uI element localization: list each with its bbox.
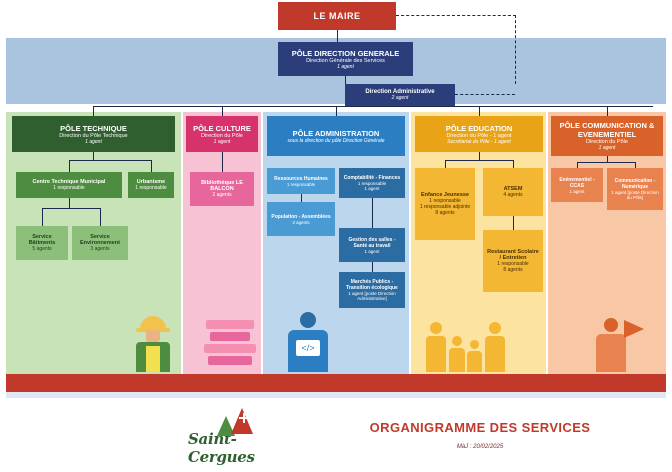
connector-atsem: [513, 160, 514, 168]
connector-dashed-to-dadm: [455, 94, 515, 95]
restaurant-staff2: 8 agents: [503, 267, 523, 273]
ccas-title: Evénementiel - CCAS: [559, 176, 595, 189]
pole-technique-title: PÔLE TECHNIQUE: [60, 123, 127, 133]
code-brackets-icon: </>: [296, 340, 320, 356]
book-icon: [204, 344, 256, 353]
comptabilite-title: Comptabilité - Finances: [343, 175, 401, 181]
pole-culture-title: PÔLE CULTURE: [193, 123, 251, 133]
box-service-environnement[interactable]: [72, 226, 128, 260]
gestion-salles-title: Gestion des salles - Santé au travail: [348, 236, 396, 249]
family-child-body-icon: [449, 348, 465, 372]
connector-horizontal-bus: [93, 106, 653, 107]
connector-to-pole-administration: [336, 106, 337, 116]
connector-to-pole-communication: [607, 106, 608, 116]
population-title: Population - Assemblées: [271, 213, 331, 220]
box-restaurant-scolaire-entretien[interactable]: [483, 230, 543, 292]
box-pole-direction-generale[interactable]: [278, 42, 413, 76]
rh-staff: 1 responsable: [286, 181, 316, 187]
box-marches-publics-transition-ecologique[interactable]: [339, 272, 405, 308]
box-evenementiel-ccas[interactable]: [551, 168, 603, 202]
box-gestion-salles-sante-travail[interactable]: [339, 228, 405, 262]
pole-header-administration[interactable]: [267, 116, 405, 156]
dadm-staff: 2 agent: [391, 95, 409, 101]
logo-mark-icon: [215, 408, 257, 428]
logo: [188, 408, 284, 466]
atsem-title: ATSEM: [503, 186, 523, 192]
enfance-staff3: 8 agents: [435, 210, 455, 216]
enfance-title: Enfance Jeunesse: [421, 192, 469, 198]
box-ressources-humaines[interactable]: [267, 168, 335, 194]
marches-publics-staff: 1 agent [poste Direction Administrative]: [348, 291, 396, 301]
pole-culture-subtitle: Direction du Pôle: [201, 132, 243, 139]
book-icon: [208, 356, 252, 365]
service-environnement-title: Service Environnement: [79, 234, 121, 246]
connector-gsst-mpte: [372, 262, 373, 272]
worker-vest-icon: [146, 346, 160, 372]
pdg-title: PÔLE DIRECTION GENERALE: [291, 48, 400, 58]
box-urbanisme[interactable]: [128, 172, 174, 198]
connector-maire-to-pdg: [337, 30, 338, 42]
connector-ctm-down: [69, 198, 70, 208]
connector-cf-gsst: [372, 198, 373, 228]
family-child-head-icon: [452, 336, 462, 346]
bibliotheque-title: Bibliothèque LE BALCON: [201, 180, 243, 192]
pole-culture-staff: 1 agent: [213, 138, 231, 145]
connector-education-bus: [445, 160, 513, 161]
rh-title: Ressources Humaines: [274, 175, 328, 182]
enfance-staff: 1 responsable: [429, 198, 461, 204]
worker-face-icon: [146, 330, 160, 342]
family-child2-head-icon: [470, 340, 479, 349]
connector-technique-down: [93, 152, 94, 160]
update-date: MàJ : 20/02/2025: [456, 444, 504, 450]
urbanisme-title: Urbanisme: [136, 179, 166, 185]
box-service-batiments[interactable]: [16, 226, 68, 260]
comnum-title: Communication - Numérique: [614, 178, 656, 190]
pole-education-staff: Secrétariat du Pôle - 1 agent: [447, 138, 511, 145]
atsem-staff: 4 agents: [503, 192, 523, 198]
box-enfance-jeunesse[interactable]: [415, 168, 475, 240]
box-communication-numerique[interactable]: [607, 168, 663, 210]
logo-cross-icon: [239, 413, 249, 423]
box-centre-technique-municipal[interactable]: [16, 172, 122, 198]
connector-rh-population: [301, 194, 302, 202]
announcer-body-icon: [596, 334, 626, 372]
megaphone-icon: [624, 320, 644, 338]
comptabilite-staff2: 1 agent: [364, 186, 380, 191]
connector-to-pole-culture: [222, 106, 223, 116]
poster-title: ORGANIGRAMME DES SERVICES: [369, 420, 591, 435]
connector-technique-bus: [69, 160, 151, 161]
developer-head-icon: [300, 312, 316, 328]
pole-header-technique[interactable]: [12, 116, 175, 152]
pole-communication-title: PÔLE COMMUNICATION & EVENEMENTIEL: [559, 121, 655, 139]
pole-header-education[interactable]: [415, 116, 543, 152]
bibliotheque-staff: 2 agents: [212, 192, 232, 198]
comptabilite-staff: 1 responsable: [357, 181, 387, 186]
restaurant-staff: 1 responsable: [497, 261, 529, 267]
enfance-staff2: 1 responsable adjointe: [419, 204, 471, 210]
connector-service-batiments: [42, 208, 43, 226]
family-parent-body-icon: [426, 336, 446, 372]
pole-communication-staff: 1 agent: [598, 145, 616, 151]
box-direction-administrative[interactable]: [345, 84, 455, 106]
connector-communication-bus: [577, 162, 635, 163]
connector-service-environnement: [100, 208, 101, 226]
book-icon: [210, 332, 250, 341]
footer: [0, 398, 672, 472]
pole-administration-subtitle: sous la direction du pôle Direction Générale: [287, 137, 385, 144]
connector-to-pole-technique: [93, 106, 94, 116]
connector-ctm-bus: [42, 208, 100, 209]
logo-text: Saint-Cergues: [188, 430, 255, 466]
connector-enfance: [445, 160, 446, 168]
connector-to-pole-education: [479, 106, 480, 116]
ctm-title: Centre Technique Municipal: [32, 179, 106, 185]
dadm-title: Direction Administrative: [365, 89, 435, 95]
connector-education-down: [479, 152, 480, 160]
connector-restaurant: [513, 216, 514, 230]
connector-technique-urbanisme: [151, 160, 152, 172]
service-environnement-staff: 3 agents: [90, 246, 110, 252]
pole-administration-title: PÔLE ADMINISTRATION: [292, 128, 380, 138]
pole-education-subtitle: Direction du Pôle - 1 agent: [446, 132, 512, 139]
box-atsem[interactable]: [483, 168, 543, 216]
pdg-subtitle: Direction Générale des Services: [306, 57, 385, 64]
ccas-staff: 1 agent: [569, 188, 585, 194]
box-comptabilite-finances[interactable]: [339, 168, 405, 198]
connector-culture-biblio: [222, 152, 223, 172]
maire-label: LE MAIRE: [313, 11, 361, 21]
connector-technique-ctm: [69, 160, 70, 172]
restaurant-title: Restaurant Scolaire / Entretien: [487, 249, 539, 261]
marches-publics-title: Marchés Publics - Transition écologique: [346, 279, 398, 291]
comnum-staff: 1 agent [poste Direction du Pôle]: [611, 190, 659, 200]
service-batiments-title: Service Bâtiments: [28, 234, 56, 246]
pole-header-culture[interactable]: [186, 116, 258, 152]
pole-technique-subtitle: Direction du Pôle Technique: [59, 132, 128, 139]
pole-header-communication[interactable]: [551, 116, 663, 156]
pole-education-title: PÔLE EDUCATION: [445, 123, 513, 133]
connector-maire-dashed-right: [396, 15, 516, 16]
pole-technique-staff: 1 agent: [85, 138, 102, 145]
book-icon: [206, 320, 254, 329]
family-parent-head-icon: [430, 322, 442, 334]
ctm-staff: 1 responsable: [53, 185, 85, 191]
announcer-head-icon: [604, 318, 618, 332]
box-bibliotheque-le-balcon[interactable]: [190, 172, 254, 206]
service-batiments-staff: 5 agents: [32, 246, 52, 252]
family-child2-body-icon: [467, 351, 482, 372]
gestion-salles-staff: 1 agent: [364, 248, 380, 254]
urbanisme-staff: 1 responsable: [135, 185, 167, 191]
family-parent2-body-icon: [485, 336, 505, 372]
family-parent2-head-icon: [489, 322, 501, 334]
population-staff: 3 agents: [292, 219, 310, 225]
connector-dashed-down: [515, 15, 516, 84]
pole-communication-subtitle: Direction du Pôle: [586, 139, 628, 145]
box-le-maire[interactable]: [278, 2, 396, 30]
box-population-assemblees[interactable]: [267, 202, 335, 236]
pdg-staff: 1 agent: [337, 63, 354, 70]
